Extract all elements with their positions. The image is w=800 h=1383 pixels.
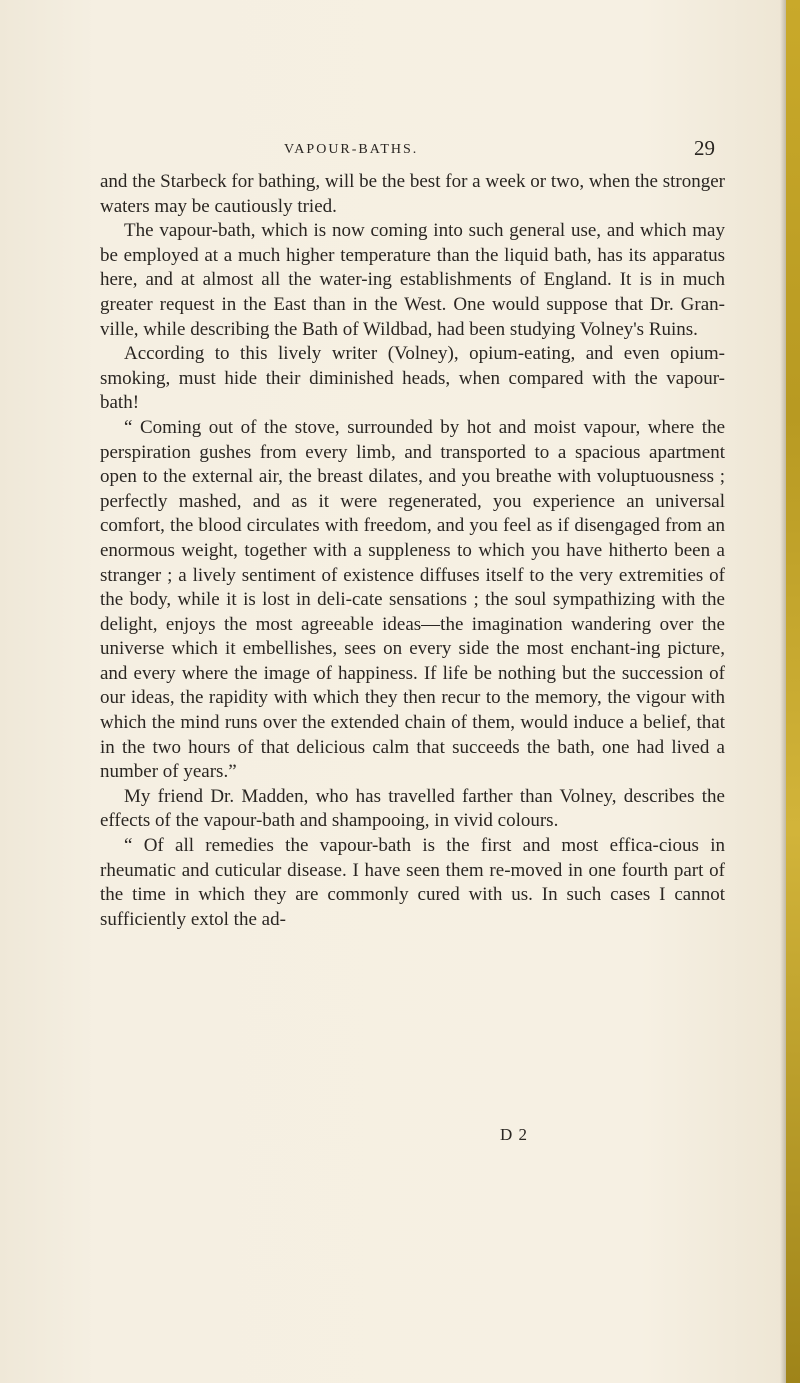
printer-signature-mark: D 2 — [500, 1125, 529, 1144]
page-number: 29 — [694, 136, 715, 160]
paragraph-1: and the Starbeck for bathing, will be the best for a week or two, when the stronger waters may be cautiously tried. — [100, 171, 725, 217]
paragraph-3: According to this lively writer (Volney), opium-eating, and even opium-smoking, must hide their diminished heads, when compared with the vapour-bath! — [100, 343, 725, 414]
gilt-edge-strip — [786, 0, 800, 1383]
paragraph-2: The vapour-bath, which is now coming into such general use, and which may be employed at a much higher temperature than the liquid bath, has its apparatus here, and at almost all the water-ing establishments of England. It is in much greater request in the East than in the West. One would suppose that Dr. Gran-ville, while describing the Bath of Wildbad, had been studying Volney's Ruins. — [100, 220, 725, 340]
running-head: VAPOUR-BATHS. — [284, 142, 419, 157]
paragraph-5: My friend Dr. Madden, who has travelled farther than Volney, describes the effects of the vapour-bath and shampooing, in vivid colours. — [100, 785, 725, 832]
page-header — [100, 136, 715, 166]
paragraph-4-quotation: “ Coming out of the stove, surrounded by hot and moist vapour, where the perspiration gushes from every limb, and transported to a spacious apartment open to the external air, the breast dilates, and you breathe with voluptuousness ; perfectly mashed, and as it were regenerated, you experience an universal comfort, the blood circulates with freedom, and you feel as if disengaged from an enormous weight, together with a suppleness to which you have hitherto been a stranger ; a lively sentiment of existence diffuses itself to the very extremities of the body, while it is lost in deli-cate sensations ; the soul sympathizing with the delight, enjoys the most agreeable ideas—the imagination wandering over the universe which it embellishes, sees on every side the most enchant-ing picture, and every where the image of happiness. If life be nothing but the succession of our ideas, the rapidity with which they then recur to the memory, the vigour with which the mind runs over the extended chain of them, would induce a belief, that in the two hours of that delicious calm that succeeds the bath, one had lived a number of years.” — [100, 416, 725, 783]
paragraph-6-quotation: “ Of all remedies the vapour-bath is the first and most effica-cious in rheumatic and cuticular disease. I have seen them re-moved in one fourth part of the time in which they are commonly cured with us. In such cases I cannot sufficiently extol the ad- — [100, 835, 725, 930]
body-text — [100, 170, 725, 932]
